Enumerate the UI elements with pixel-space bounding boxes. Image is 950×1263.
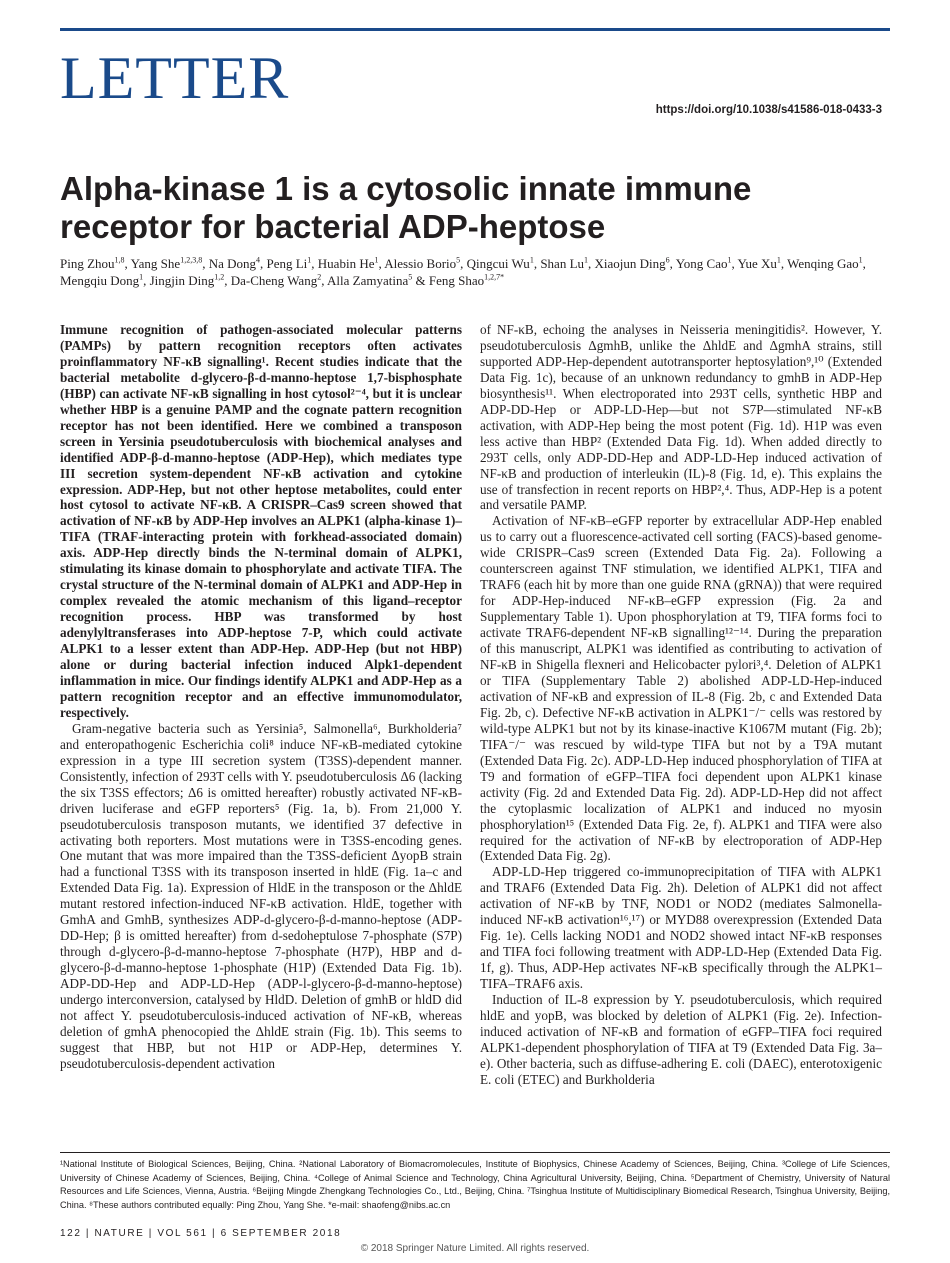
article-title: Alpha-kinase 1 is a cytosolic innate immune receptor for bacterial ADP-heptose [60, 170, 752, 245]
author-name: Mengqiu Dong [60, 272, 140, 288]
body-paragraph: ADP-LD-Hep triggered co-immunoprecipitation of TIFA with ALPK1 and TRAF6 (Extended Data Fig. 2h). Deletion of ALPK1 did not affect activation of NF-κB by TNF, NOD1 or NOD2 (mediates Salmonella-induced NF-κB activation¹⁶,¹⁷) or MYD88 overexpression (Extended Data Fig. 1e). Cells lacking NOD1 and NOD2 showed intact NF-κB responses and TIFA foci following treatment with ADP-LD-Hep (Extended Data Fig. 1f, g). Thus, ADP-Hep activates NF-κB specifically through the ALPK1–TIFA–TRAF6 axis. [480, 864, 882, 992]
author-name: Alla Zamyatina [327, 272, 409, 288]
author-name: Shan Lu [540, 256, 585, 271]
body-paragraph: of NF-κB, echoing the analyses in Neisseria meningitidis². However, Y. pseudotuberculosis ΔgmhB, unlike the ΔhldE and ΔgmhA strains, still supported ADP-Hep-dependent autotransporter heptosylation⁹,¹⁰ (Extended Data Fig. 1c), because of an unknown redundancy to gmhB in ADP-Hep biosynthesis¹¹. When electroporated into 293T cells, synthetic HBP and ADP-DD-Hep or ADP-LD-Hep—but not S7P—stimulated NF-κB activation, with ADP-Hep being the most potent (Fig. 1d). H1P was even less active than HBP² (Extended Data Fig. 1d). When added directly to 293T cells, only ADP-DD-Hep and ADP-LD-Hep induced activation of NF-κB and production of interleukin (IL)-8 (Fig. 1d, e). This explains the use of transfection in recent reports on HBP²,⁴. Thus, ADP-Hep is a potent and versatile PAMP. [480, 322, 882, 513]
author-name: Yang She [130, 256, 181, 271]
header-rule [60, 28, 890, 31]
affiliations-footnote: ¹National Institute of Biological Sciences, Beijing, China. ²National Laboratory of Biomacromolecules, Institute of Biophysics, Chinese Academy of Sciences, Beijing, China. ³College of Life Sciences, University of Chinese Academy of Sciences, Beijing, China. ⁴College of Animal Science and Technology, China Agricultural University, Beijing, China. ⁵Department of Chemistry, University of Natural Resources and Life Sciences, Vienna, Austria. ⁶Beijing Mingde Zhengkang Technologies Co., Ltd., Beijing, China. ⁷Tsinghua Institute of Multidisciplinary Biomedical Research, Tsinghua University, Beijing, China. ⁸These authors contributed equally: Ping Zhou, Yang She. *e-mail: shaofeng@nibs.ac.cn [60, 1159, 890, 1210]
author-name: Yong Cao [675, 256, 728, 271]
author-affiliation: 6 [665, 255, 670, 265]
author-affiliation: 1 [727, 255, 732, 265]
author-affiliation: 2 [317, 272, 322, 282]
body-paragraph: Induction of IL-8 expression by Y. pseudotuberculosis, which required hldE and yopB, was blocked by deletion of ALPK1 (Fig. 2e). Infection-induced activation of NF-κB and formation of eGFP–TIFA foci required ALPK1-dependent phosphorylation of TIFA at T9 (Extended Data Fig. 3a–e). Other bacteria, such as diffuse-adhering E. coli (DAEC), enterotoxigenic E. coli (ETEC) and Burkholderia [480, 992, 882, 1087]
author-affiliation: 5 [408, 272, 413, 282]
author-affiliation: 1 [139, 272, 144, 282]
author-affiliation: 1,2,7* [484, 272, 505, 282]
author-name: Na Dong [208, 256, 256, 271]
author-name: Qingcui Wu [466, 256, 530, 271]
copyright-notice: © 2018 Springer Nature Limited. All rights reserved. [360, 1243, 590, 1254]
footnote-rule [60, 1152, 890, 1153]
author-name: Alessio Borio [384, 256, 457, 271]
section-label: LETTER [60, 45, 290, 111]
doi-link[interactable]: https://doi.org/10.1038/s41586-018-0433-3 [655, 104, 882, 116]
author-list: Ping Zhou$^{1,8}$, Yang She$^{1,2,3,8}$, Na Dong$^4$, Peng Li$^1$, Huabin He$^1$, Alessio Borio$^5$, Qingcui Wu$^1$, Shan Lu$^1$, Xiaojun Ding$^6$, Yong Cao$^1$, Yue Xu$^1$, Wenqing Gao$^1$, Mengqiu Dong$^1$, Jingjin Ding$^{1,2}$, Da-Cheng Wang$^2$, Alla Zamyatina$^5$ & Feng Shao$^{1,2,7*}$ [60, 255, 866, 288]
author-affiliation: 1 [374, 255, 379, 265]
author-affiliation: 1,2,3,8 [180, 255, 203, 265]
author-name: Xiaojun Ding [594, 256, 666, 271]
author-affiliation: 1 [529, 255, 534, 265]
author-affiliation: 1,2 [214, 272, 225, 282]
author-affiliation: 1 [584, 255, 589, 265]
author-affiliation: 4 [255, 255, 260, 265]
author-name: Huabin He [317, 256, 375, 271]
right-column [480, 322, 882, 1088]
author-name: Jingjin Ding [149, 272, 215, 288]
author-affiliation: 1 [858, 255, 863, 265]
left-column [60, 322, 462, 1072]
author-name: Wenqing Gao [787, 256, 859, 271]
author-name: Feng Shao [428, 272, 485, 288]
author-name: Da-Cheng Wang [230, 272, 318, 288]
author-affiliation: 1 [776, 255, 781, 265]
author-name: Peng Li [266, 256, 308, 271]
author-name: Yue Xu [737, 256, 777, 271]
author-affiliation: 1 [307, 255, 312, 265]
author-affiliation: 5 [456, 255, 461, 265]
body-paragraph: Gram-negative bacteria such as Yersinia⁵, Salmonella⁶, Burkholderia⁷ and enteropathogenic Escherichia coli⁸ induce NF-κB-mediated cytokine expression in a type III secretion system (T3SS)-dependent manner. Consistently, infection of 293T cells with Y. pseudotuberculosis Δ6 (lacking the six T3SS effectors; Δ6 is omitted hereafter) robustly activated NF-κB-driven luciferase and eGFP reporters⁵ (Fig. 1a, b). From 21,000 Y. pseudotuberculosis transposon mutants, we identified 37 defective in activating both reporters. Most mutations were in T3SS-encoding genes. One mutant that was more impaired than the T3SS-deficient ΔyopB strain had a functional T3SS with its transposon inserted in hldE (Fig. 1a–c and Extended Data Fig. 1a). Expression of HldE in the transposon or the ΔhldE mutant restored infection-induced NF-κB activation. HldE, together with GmhA and GmhB, synthesizes ADP-d-glycero-β-d-manno-heptose (ADP-DD-Hep; β is omitted hereafter) from d-sedoheptulose 7-phosphate (S7P) through d-glycero-β-d-manno-heptose 7-phosphate (H7P), HBP and d-glycero-β-d-manno-heptose 1-phosphate (H1P) (Extended Data Fig. 1b). ADP-DD-Hep and ADP-LD-Hep (ADP-l-glycero-β-d-manno-heptose) undergo interconversion, catalysed by HldD. Deletion of gmhB or hldD did not affect Y. pseudotuberculosis-induced activation of NF-κB, whereas deletion of gmhA phenocopied the ΔhldE strain (Fig. 1b). This seems to suggest that HBP, but not H1P or ADP-Hep, determines Y. pseudotuberculosis-dependent activation [60, 720, 462, 1071]
author-affiliation: 1,8 [114, 255, 125, 265]
page-folio: 122 | NATURE | VOL 561 | 6 SEPTEMBER 2018 [60, 1228, 342, 1239]
abstract: Immune recognition of pathogen-associated molecular patterns (PAMPs) by pattern recognition receptors often activates proinflammatory NF-κB signalling¹. Recent studies indicate that the bacterial metabolite d-glycero-β-d-manno-heptose 1,7-bisphosphate (HBP) can activate NF-κB signalling in host cytosol²⁻⁴, but it is unclear whether HBP is a genuine PAMP and the cognate pattern recognition receptor has not been identified. Here we combined a transposon screen in Yersinia pseudotuberculosis with biochemical analyses and identified ADP-β-d-manno-heptose (ADP-Hep), which mediates type III secretion system-dependent NF-κB activation and cytokine expression. ADP-Hep, but not other heptose metabolites, could enter host cytosol to activate NF-κB. A CRISPR–Cas9 screen showed that activation of NF-κB by ADP-Hep involves an ALPK1 (alpha-kinase 1)–TIFA (TRAF-interacting protein with forkhead-associated domain) axis. ADP-Hep directly binds the N-terminal domain of ALPK1, stimulating its kinase domain to phosphorylate and activate TIFA. The crystal structure of the N-terminal domain of ALPK1 and ADP-Hep in complex revealed the atomic mechanism of this ligand–receptor recognition process. HBP was transformed by host adenylyltransferases into ADP-heptose 7-P, which could activate ALPK1 to a lesser extent than ADP-Hep. ADP-Hep (but not HBP) alone or during bacterial infection induced Alpk1-dependent inflammation in mice. Our findings identify ALPK1 and ADP-Hep as a pattern recognition receptor and an effective immunomodulator, respectively. [60, 322, 462, 720]
body-paragraph: Activation of NF-κB–eGFP reporter by extracellular ADP-Hep enabled us to carry out a fluorescence-activated cell sorting (FACS)-based genome-wide CRISPR–Cas9 screen (Extended Data Fig. 2a). Following a counterscreen against TNF stimulation, we identified ALPK1, TIFA and TRAF6 (each hit by more than one guide RNA (gRNA)) that were required for ADP-Hep-induced NF-κB–eGFP expression (Fig. 2a and Supplementary Table 1). Upon phosphorylation at T9, TIFA forms foci to activate TRAF6-dependent NF-κB signalling¹²⁻¹⁴. During the preparation of this manuscript, ALPK1 was identified as contributing to activation of NF-κB in Shigella flexneri and Helicobacter pylori³,⁴. Deletion of ALPK1 or TIFA (Supplementary Table 2) abolished ADP-LD-Hep-induced activation of NF-κB and expression of IL-8 (Fig. 2b, c and Extended Data Fig. 2b, c). Defective NF-κB activation in ALPK1⁻/⁻ cells was restored by wild-type ALPK1 but not by its kinase-inactive K1067M mutant (Fig. 2b); TIFA⁻/⁻ was rescued by wild-type TIFA but not by a T9A mutant (Extended Data Fig. 2c). ADP-LD-Hep induced phosphorylation of TIFA at T9 and formation of eGFP–TIFA foci dependent upon ALPK1 kinase activity (Fig. 2d and Extended Data Fig. 2d). ADP-LD-Hep did not affect the cytoplasmic localization of ALPK1 and induced no myosin phosphorylation¹⁵ (Extended Data Fig. 2e, f). ALPK1 and TIFA were also required for the activation of NF-κB by electroporation of ADP-Hep (Extended Data Fig. 2g). [480, 513, 882, 864]
author-name: Ping Zhou [60, 256, 115, 271]
